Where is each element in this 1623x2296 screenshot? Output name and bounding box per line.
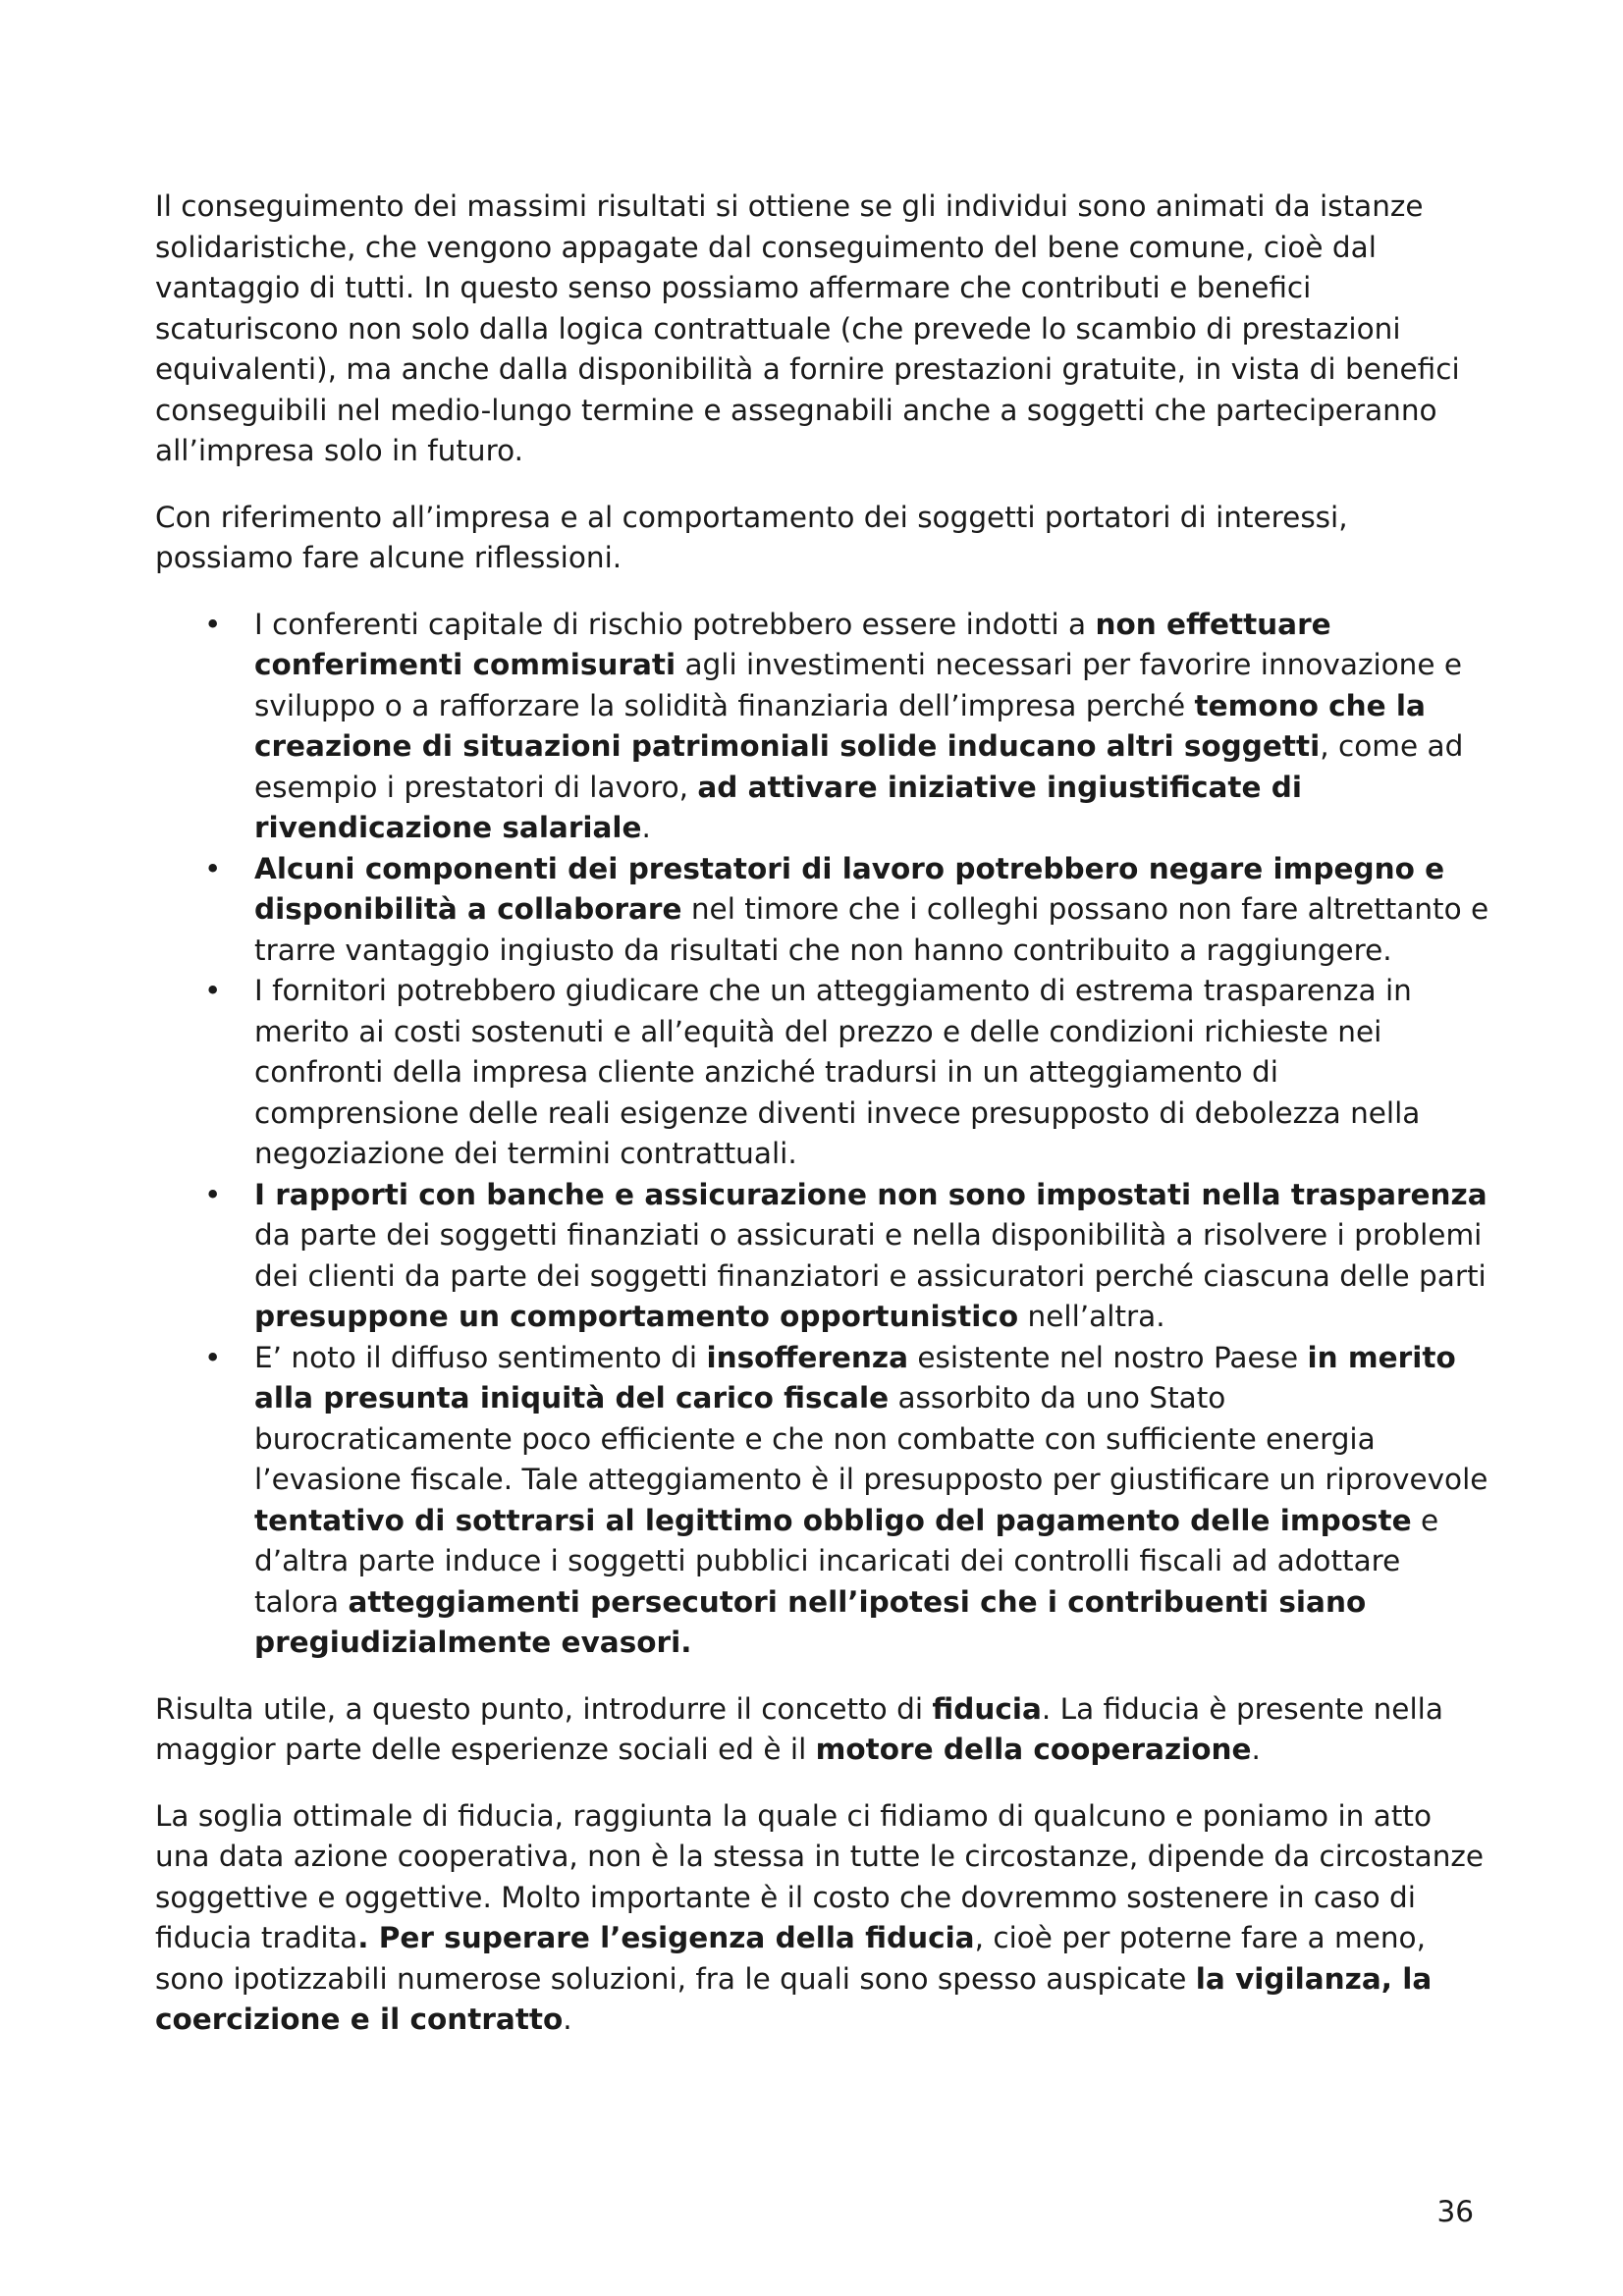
bullet-list: [155, 605, 1490, 1664]
bullet-icon: •: [204, 1177, 222, 1211]
bullet-icon: •: [204, 974, 222, 1007]
bullet-text: da parte dei soggetti finanziati o assicurati e nella disponibilità a risolvere i problemi dei clienti da parte dei soggetti finanziatori e assicuratori perché ciascuna delle parti: [254, 1218, 1487, 1293]
paragraph-bold-text: . Per superare l’esigenza della fiducia: [357, 1921, 975, 1954]
bullet-icon: •: [204, 851, 222, 885]
paragraph-text: , cioè per poterne fare a meno, sono ipotizzabili numerose soluzioni, fra le quali sono spesso auspicate: [155, 1921, 1426, 1996]
page-number: 36: [1436, 2195, 1474, 2228]
paragraph-bold-text: la vigilanza, la coercizione e il contratto: [155, 1961, 1433, 2036]
list-item: [204, 1175, 1490, 1338]
bullet-bold-text: presuppone un comportamento opportunistico: [254, 1300, 1019, 1333]
paragraph-text: La soglia ottimale di fiducia, raggiunta la quale ci fidiamo di qualcuno e poniamo in atto una data azione cooperativa, non è la stessa in tutte le circostanze, dipende da circostanze soggettive e oggettive. Molto importante è il costo che dovremmo sostenere in caso di fiducia tradita: [155, 1798, 1485, 1954]
paragraph-text: .: [563, 2002, 572, 2036]
bullet-bold-text: in merito alla presunta iniquità del carico fiscale: [254, 1340, 1456, 1415]
paragraph-bold-text: motore della cooperazione: [815, 1733, 1252, 1766]
bullet-text: nell’altra.: [1018, 1300, 1165, 1333]
bullet-text: .: [641, 811, 651, 844]
list-item: [204, 1338, 1490, 1664]
bullet-text: agli investimenti necessari per favorire innovazione e sviluppo o a rafforzare la solidità finanziaria dell’impresa perché: [254, 648, 1463, 722]
bullet-text: esistente nel nostro Paese: [907, 1340, 1308, 1374]
paragraph-text: Risulta utile, a questo punto, introdurre il concetto di: [155, 1691, 933, 1726]
bullet-bold-text: insofferenza: [706, 1340, 908, 1374]
bullet-text: I fornitori potrebbero giudicare che un atteggiamento di estrema trasparenza in merito ai costi sostenuti e all’equità del prezzo e delle condizioni richieste nei confronti della impresa cliente anziché tradursi in un atteggiamento di comprensione delle reali esigenze diventi invece presupposto di debolezza nella negoziazione dei termini contrattuali.: [254, 974, 1421, 1170]
paragraph-soglia: [155, 1796, 1490, 2041]
bullet-icon: •: [204, 1340, 222, 1374]
paragraph-riflessioni: Con riferimento all’impresa e al comportamento dei soggetti portatori di interessi, possiamo fare alcune riflessioni.: [155, 500, 1348, 574]
bullet-bold-text: temono che la creazione di situazioni patrimoniali solide inducano altri soggetti: [254, 688, 1426, 763]
list-item: [204, 971, 1490, 1175]
bullet-text: e d’altra parte induce i soggetti pubblici incaricati dei controlli fiscali ad adottare talora: [254, 1503, 1439, 1619]
bullet-bold-text: tentativo di sottrarsi al legittimo obbligo del pagamento delle imposte: [254, 1503, 1412, 1537]
paragraph-text: .: [1251, 1733, 1261, 1766]
paragraph-fiducia: [155, 1689, 1490, 1771]
paragraph-bold-text: fiducia: [932, 1691, 1042, 1726]
list-item: [204, 849, 1490, 972]
bullet-text: E’ noto il diffuso sentimento di: [254, 1340, 707, 1374]
bullet-bold-text: atteggiamenti persecutori nell’ipotesi che i contribuenti siano pregiudizialmente evasori.: [254, 1584, 1367, 1659]
page-content: [155, 187, 1490, 2066]
bullet-text: , come ad esempio i prestatori di lavoro,: [254, 729, 1464, 804]
bullet-bold-text: ad attivare iniziative ingiustificate di rivendicazione salariale: [254, 770, 1302, 844]
paragraph-text: . La fiducia è presente nella maggior parte delle esperienze sociali ed è il: [155, 1691, 1443, 1766]
bullet-text: I conferenti capitale di rischio potrebbero essere indotti a: [254, 607, 1096, 641]
bullet-bold-text: Alcuni componenti dei prestatori di lavoro potrebbero negare impegno e disponibilità a collaborare: [254, 851, 1445, 926]
bullet-bold-text: non effettuare conferimenti commisurati: [254, 607, 1331, 681]
bullet-icon: •: [204, 607, 222, 641]
paragraph-intro: Il conseguimento dei massimi risultati si ottiene se gli individui sono animati da istanze solidaristiche, che vengono appagate dal conseguimento del bene comune, cioè dal vantaggio di tutti. In questo senso possiamo affermare che contributi e benefici scaturiscono non solo dalla logica contrattuale (che prevede lo scambio di prestazioni equivalenti), ma anche dalla disponibilità a fornire prestazioni gratuite, in vista di benefici conseguibili nel medio-lungo termine e assegnabili anche a soggetti che parteciperanno all’impresa solo in futuro.: [155, 189, 1460, 467]
bullet-text: assorbito da uno Stato burocraticamente poco efficiente e che non combatte con sufficiente energia l’evasione fiscale. Tale atteggiamento è il presupposto per giustificare un riprovevole: [254, 1381, 1488, 1496]
list-item: [204, 605, 1490, 849]
bullet-text: nel timore che i colleghi possano non fare altrettanto e trarre vantaggio ingiusto da risultati che non hanno contribuito a raggiungere.: [254, 892, 1489, 967]
bullet-bold-text: I rapporti con banche e assicurazione non sono impostati nella trasparenza: [254, 1177, 1488, 1211]
